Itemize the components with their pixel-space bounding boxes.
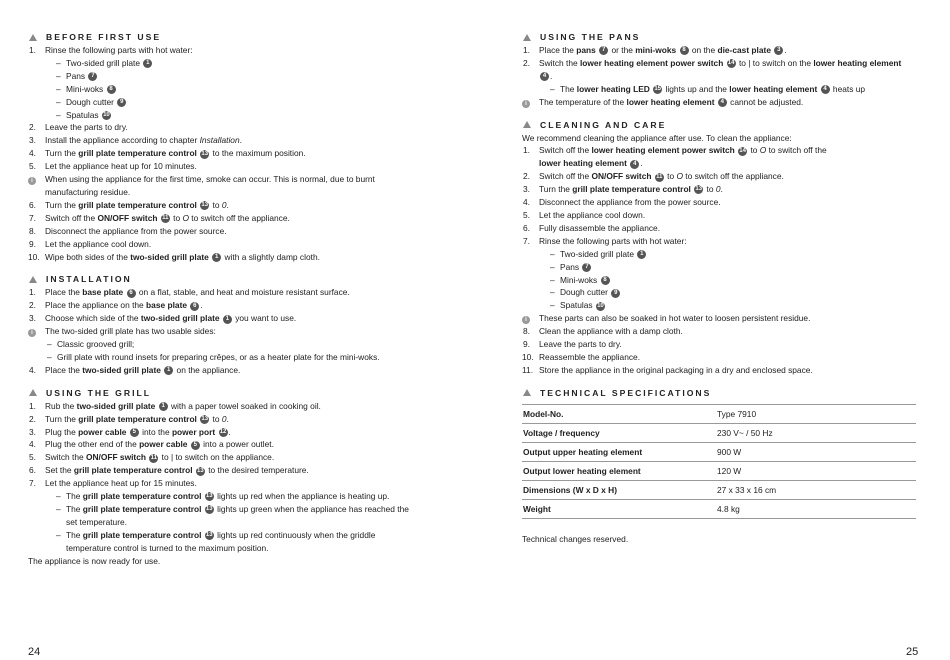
- text-line: 6. Set the grill plate temperature control 13 to the desired temperature.: [29, 465, 309, 476]
- technical-note: Technical changes reserved.: [522, 533, 629, 544]
- before-first-use-section: [28, 30, 428, 263]
- text-line: 4. Turn the grill plate temperature control 13 to the maximum position.: [29, 148, 306, 159]
- text-line: 6. Fully disassemble the appliance.: [523, 222, 661, 233]
- text-line: 2. Switch the lower heating element power switch 14 to | to switch on the lower heating element: [523, 57, 902, 68]
- text-line: 10. Wipe both sides of the two-sided grill plate 1 with a slightly damp cloth.: [28, 251, 320, 262]
- text-line: 9. Let the appliance cool down.: [29, 238, 152, 249]
- text-line: 4. Place the two-sided grill plate 1 on the appliance.: [29, 364, 241, 375]
- text-line: 4. Plug the other end of the power cable 5 into a power outlet.: [29, 439, 274, 450]
- installation-section: [28, 272, 428, 376]
- text-line: 11. Store the appliance in the original packaging in a dry and enclosed space.: [522, 364, 813, 375]
- using-the-pans-section: [522, 30, 922, 109]
- spec-row: Model-No. Type 7910: [522, 404, 916, 423]
- text-line: – Two-sided grill plate 1: [522, 248, 922, 261]
- text-line: set temperature.: [66, 516, 127, 527]
- text-line: – Pans 7: [522, 261, 922, 274]
- spec-row: Voltage / frequency 230 V~ / 50 Hz: [522, 423, 916, 442]
- info-icon: i: [522, 100, 530, 108]
- text-line: 2. Switch off the ON/OFF switch 11 to O to switch off the appliance.: [523, 171, 784, 182]
- text-line: 10. Reassemble the appliance.: [522, 351, 641, 362]
- text-line: 3. Plug the power cable 5 into the power port 12 .: [29, 426, 231, 437]
- text-line: – Spatulas 10: [56, 109, 110, 120]
- text-line: We recommend cleaning the appliance after use. To clean the appliance:: [522, 132, 792, 143]
- using-the-grill-section: [28, 386, 428, 568]
- spec-table: [522, 404, 916, 519]
- section-heading: INSTALLATION: [28, 272, 428, 286]
- text-line: – Grill plate with round insets for preparing crêpes, or as a heater plate for the mini-woks.: [47, 351, 380, 362]
- text-line: 4 .: [522, 70, 922, 83]
- text-line: manufacturing residue.: [45, 186, 131, 197]
- text-line: – Dough cutter 9: [522, 286, 922, 299]
- text-line: 2. Place the appliance on the base plate 6 .: [29, 300, 203, 311]
- warning-triangle-icon: [523, 389, 531, 396]
- spec-row: Output lower heating element 120 W: [522, 461, 916, 480]
- text-line: 7. Switch off the ON/OFF switch 11 to O to switch off the appliance.: [29, 212, 290, 223]
- text-line: lower heating element 4 .: [539, 158, 643, 169]
- info-icon: i: [28, 329, 36, 337]
- text-line: 5. Switch the ON/OFF switch 11 to | to switch on the appliance.: [29, 452, 275, 463]
- text-line: i These parts can also be soaked in hot water to loosen persistent residue.: [522, 312, 922, 325]
- text-line: 4. Disconnect the appliance from the power source.: [523, 197, 721, 208]
- spec-row: Output upper heating element 900 W: [522, 442, 916, 461]
- spec-row: Dimensions (W x D x H) 27 x 33 x 16 cm: [522, 480, 916, 499]
- text-line: 3. Install the appliance according to chapter Installation.: [29, 135, 242, 146]
- text-line: The appliance is now ready for use.: [28, 555, 161, 566]
- text-line: 1. Rub the two-sided grill plate 1 with a paper towel soaked in cooking oil.: [29, 400, 321, 411]
- info-icon: i: [522, 316, 530, 324]
- text-line: 6. Turn the grill plate temperature control 13 to 0.: [29, 199, 229, 210]
- text-line: – Mini-woks 8: [522, 274, 922, 287]
- right-page: [522, 30, 922, 555]
- text-line: 5. Let the appliance heat up for 10 minutes.: [29, 161, 197, 172]
- section-heading: USING THE GRILL: [28, 386, 428, 400]
- text-line: – Classic grooved grill;: [47, 339, 135, 350]
- text-line: 7. Rinse the following parts with hot water:: [523, 235, 687, 246]
- text-line: – Dough cutter 9: [28, 96, 428, 109]
- text-line: 1. Place the base plate 6 on a flat, stable, and heat and moisture resistant surface.: [29, 287, 350, 298]
- text-line: 1. Switch off the lower heating element power switch 14 to O to switch off the: [523, 145, 827, 156]
- warning-triangle-icon: [523, 34, 531, 41]
- section-heading: BEFORE FIRST USE: [28, 30, 428, 44]
- text-line: i The two-sided grill plate has two usable sides:: [28, 325, 428, 338]
- left-page: [28, 30, 428, 577]
- text-line: 1. Place the pans 7 or the mini-woks 8 on the die-cast plate 3 .: [523, 45, 787, 55]
- warning-triangle-icon: [523, 121, 531, 128]
- warning-triangle-icon: [29, 276, 37, 283]
- page-number-left: 24: [28, 646, 41, 658]
- text-line: – Mini-woks 8: [28, 83, 428, 96]
- text-line: 5. Let the appliance cool down.: [523, 209, 646, 220]
- warning-triangle-icon: [29, 389, 37, 396]
- spec-row: Weight 4.8 kg: [522, 499, 916, 518]
- text-line: 8. Disconnect the appliance from the power source.: [29, 225, 227, 236]
- section-heading: USING THE PANS: [522, 30, 922, 44]
- cleaning-and-care-section: [522, 118, 922, 377]
- text-line: – Pans 7: [28, 70, 428, 83]
- text-line: – The lower heating LED 15 lights up and the lower heating element 4 heats up: [550, 83, 866, 94]
- section-heading: TECHNICAL SPECIFICATIONS: [522, 386, 922, 400]
- text-line: 8. Clean the appliance with a damp cloth.: [523, 326, 683, 337]
- text-line: temperature control is turned to the maximum position.: [66, 542, 269, 553]
- text-line: 1. Rinse the following parts with hot water:: [29, 45, 193, 55]
- text-line: – The grill plate temperature control 13 lights up green when the appliance has reached the: [56, 504, 409, 514]
- text-line: 2. Turn the grill plate temperature control 13 to 0.: [29, 413, 229, 424]
- text-line: – Two-sided grill plate 1: [28, 57, 428, 70]
- text-line: 7. Let the appliance heat up for 15 minutes.: [29, 478, 197, 489]
- text-line: – The grill plate temperature control 13 lights up red when the appliance is heating up.: [56, 491, 390, 502]
- text-line: – Spatulas 10: [550, 300, 604, 311]
- section-heading: CLEANING AND CARE: [522, 118, 922, 132]
- warning-triangle-icon: [29, 34, 37, 41]
- text-line: i The temperature of the lower heating element 4 cannot be adjusted.: [522, 96, 922, 109]
- technical-specifications-section: [522, 386, 922, 546]
- info-icon: i: [28, 177, 36, 185]
- page-number-right: 25: [906, 646, 919, 658]
- text-line: – The grill plate temperature control 13 lights up red continuously when the griddle: [56, 529, 376, 540]
- text-line: 3. Choose which side of the two-sided grill plate 1 you want to use.: [29, 313, 297, 324]
- text-line: 3. Turn the grill plate temperature control 13 to 0.: [523, 184, 723, 195]
- text-line: 2. Leave the parts to dry.: [29, 122, 128, 133]
- text-line: i When using the appliance for the first time, smoke can occur. This is normal, due to burnt: [28, 173, 428, 186]
- text-line: 9. Leave the parts to dry.: [523, 339, 622, 350]
